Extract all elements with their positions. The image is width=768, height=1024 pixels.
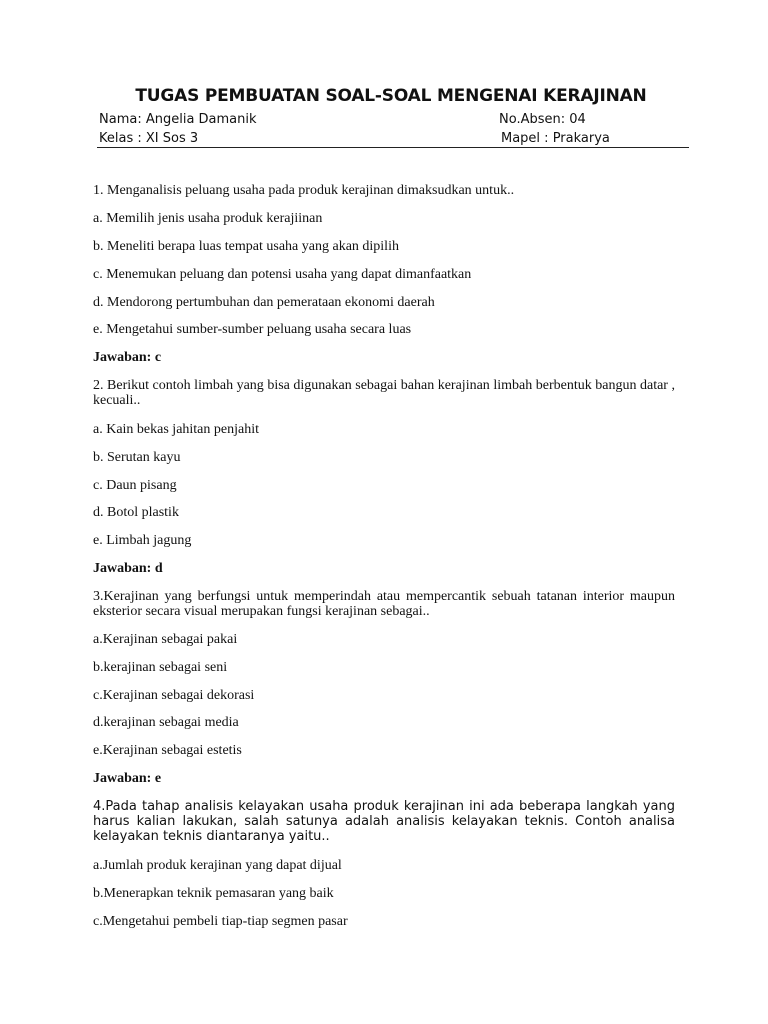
question-1-option-e: e. Mengetahui sumber-sumber peluang usaha secara luas — [93, 322, 412, 337]
question-2-option-c: c. Daun pisang — [93, 478, 177, 493]
question-2-answer: Jawaban: d — [93, 561, 163, 576]
question-4: 4.Pada tahap analisis kelayakan usaha produk kerajinan ini ada beberapa langkah yang harus kalian lakukan, salah satunya adalah analisis kelayakan teknis. Contoh analisa kelayakan teknis diantaranya yaitu.. — [93, 799, 675, 844]
question-1-answer: Jawaban: c — [93, 350, 162, 365]
question-4-option-c: c.Mengetahui pembeli tiap-tiap segmen pasar — [93, 914, 348, 929]
question-3-answer: Jawaban: e — [93, 771, 162, 786]
question-1-option-c: c. Menemukan peluang dan potensi usaha yang dapat dimanfaatkan — [93, 267, 472, 282]
question-2-option-a: a. Kain bekas jahitan penjahit — [93, 422, 259, 437]
question-1-option-b: b. Meneliti berapa luas tempat usaha yang akan dipilih — [93, 239, 399, 254]
question-4-option-b: b.Menerapkan teknik pemasaran yang baik — [93, 886, 334, 901]
question-4-option-a: a.Jumlah produk kerajinan yang dapat dijual — [93, 858, 342, 873]
question-2-option-d: d. Botol plastik — [93, 505, 179, 520]
question-3-option-a: a.Kerajinan sebagai pakai — [93, 632, 238, 647]
document-title: TUGAS PEMBUATAN SOAL-SOAL MENGENAI KERAJINAN — [135, 86, 647, 106]
student-number: No.Absen: 04 — [499, 112, 586, 127]
question-1: 1. Menganalisis peluang usaha pada produk kerajinan dimaksudkan untuk.. — [93, 183, 515, 198]
question-1-option-a: a. Memilih jenis usaha produk kerajiinan — [93, 211, 323, 226]
question-3-option-b: b.kerajinan sebagai seni — [93, 660, 228, 675]
header-divider — [97, 147, 689, 148]
question-3-option-e: e.Kerajinan sebagai estetis — [93, 743, 242, 758]
student-class: Kelas : XI Sos 3 — [99, 131, 199, 146]
subject: Mapel : Prakarya — [501, 131, 610, 146]
student-name: Nama: Angelia Damanik — [99, 112, 257, 127]
question-1-option-d: d. Mendorong pertumbuhan dan pemerataan ekonomi daerah — [93, 295, 435, 310]
question-3-option-d: d.kerajinan sebagai media — [93, 715, 239, 730]
question-2: 2. Berikut contoh limbah yang bisa digunakan sebagai bahan kerajinan limbah berbentuk bangun datar , kecuali.. — [93, 378, 675, 408]
question-2-option-b: b. Serutan kayu — [93, 450, 181, 465]
question-3: 3.Kerajinan yang berfungsi untuk memperindah atau mempercantik sebuah tatanan interior maupun eksterior secara visual merupakan fungsi kerajinan sebagai.. — [93, 589, 675, 619]
question-3-option-c: c.Kerajinan sebagai dekorasi — [93, 688, 255, 703]
question-2-option-e: e. Limbah jagung — [93, 533, 192, 548]
